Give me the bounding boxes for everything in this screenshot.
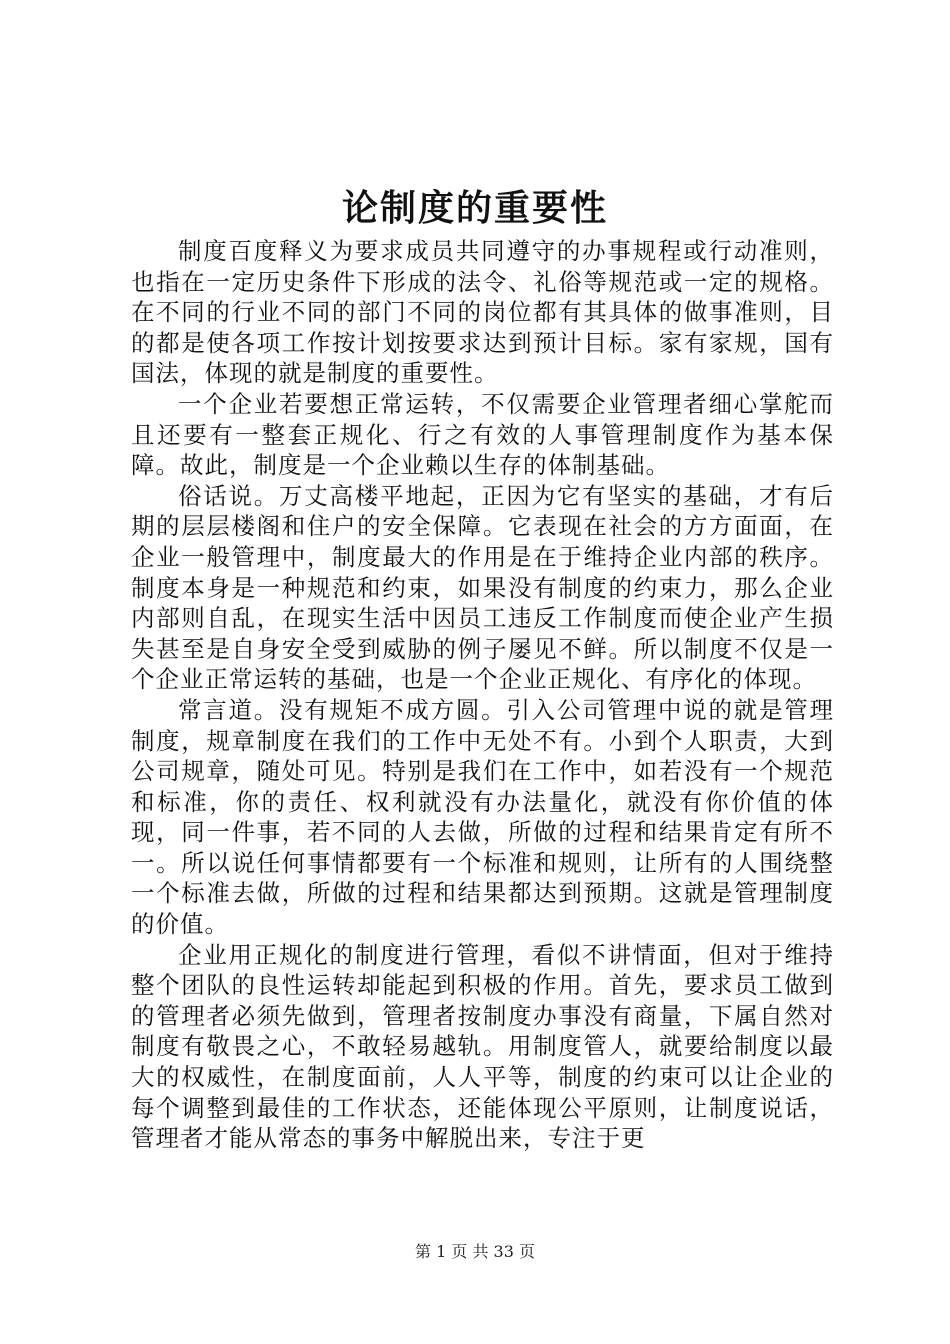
page-footer: 第 1 页 共 33 页 xyxy=(415,1242,535,1261)
paragraph: 一个企业若要想正常运转，不仅需要企业管理者细心掌舵而且还要有一整套正规化、行之有效的人事管理制度作为基本保障。故此，制度是一个企业赖以生存的体制基础。 xyxy=(131,389,834,480)
paragraph: 常言道。没有规矩不成方圆。引入公司管理中说的就是管理制度，规章制度在我们的工作中无处不有。小到个人职责，大到公司规章，随处可见。特别是我们在工作中，如若没有一个规范和标准，你的责任、权利就没有办法量化，就没有你价值的体现，同一件事，若不同的人去做，所做的过程和结果肯定有所不一。所以说任何事情都要有一个标准和规则，让所有的人围绕整一个标准去做，所做的过程和结果都达到预期。这就是管理制度的价值。 xyxy=(131,695,834,939)
document-title: 论制度的重要性 xyxy=(341,187,608,229)
paragraph: 俗话说。万丈高楼平地起，正因为它有坚实的基础，才有后期的层层楼阁和住户的安全保障。它表现在社会的方方面面，在企业一般管理中，制度最大的作用是在于维持企业内部的秩序。制度本身是一种规范和约束，如果没有制度的约束力，那么企业内部则自乱，在现实生活中因员工违反工作制度而使企业产生损失甚至是自身安全受到威胁的例子屡见不鲜。所以制度不仅是一个企业正常运转的基础，也是一个企业正规化、有序化的体现。 xyxy=(131,481,834,694)
paragraph: 企业用正规化的制度进行管理，看似不讲情面，但对于维持整个团队的良性运转却能起到积极的作用。首先，要求员工做到的管理者必须先做到，管理者按制度办事没有商量，下属自然对制度有敬畏之心，不敢轻易越轨。用制度管人，就要给制度以最大的权威性，在制度面前，人人平等，制度的约束可以让企业的每个调整到最佳的工作状态，还能体现公平原则，让制度说话，管理者才能从常态的事务中解脱出来，专注于更 xyxy=(131,940,834,1153)
document-body xyxy=(131,236,834,1154)
paragraph: 制度百度释义为要求成员共同遵守的办事规程或行动准则，也指在一定历史条件下形成的法令、礼俗等规范或一定的规格。在不同的行业不同的部门不同的岗位都有其具体的做事准则，目的都是使各项工作按计划按要求达到预计目标。家有家规，国有国法，体现的就是制度的重要性。 xyxy=(131,237,834,388)
